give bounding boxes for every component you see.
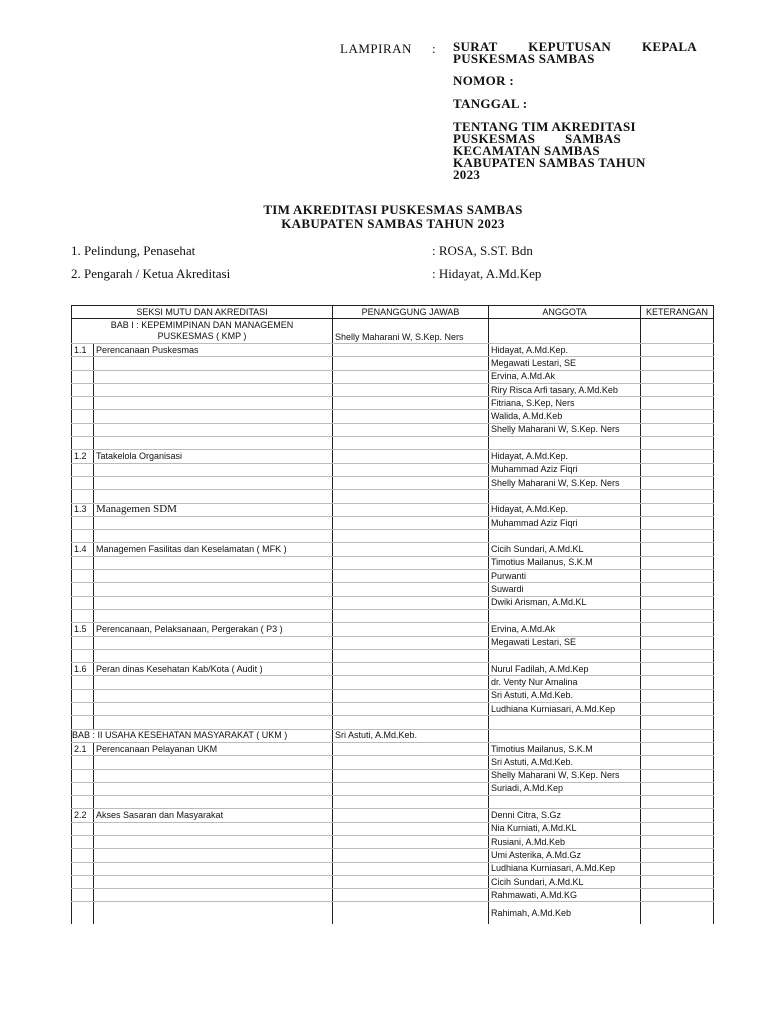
row-anggota: Nurul Fadilah, A.Md.Kep: [489, 663, 641, 676]
table-row: [72, 822, 714, 835]
row-number: [72, 397, 94, 410]
row-penanggung-jawab: [333, 423, 489, 436]
bab1-title: [72, 319, 333, 344]
table-row: [72, 889, 714, 902]
row-number: [72, 689, 94, 702]
table-row: [72, 676, 714, 689]
akreditasi-table: [71, 305, 714, 924]
table-header-row: [72, 306, 714, 319]
row-keterangan: [641, 663, 714, 676]
row-seksi: [94, 516, 333, 529]
row-anggota: Fitriana, S.Kep, Ners: [489, 397, 641, 410]
row-anggota: Rahmawati, A.Md.KG: [489, 889, 641, 902]
row-number: [72, 889, 94, 902]
row-number: 2.2: [72, 809, 94, 822]
row-penanggung-jawab: [333, 503, 489, 516]
row-keterangan: [641, 503, 714, 516]
row-keterangan: [641, 516, 714, 529]
row-keterangan: [641, 782, 714, 795]
role-pelindung-value: : ROSA, S.ST. Bdn: [432, 243, 533, 258]
row-penanggung-jawab: [333, 636, 489, 649]
row-seksi: [94, 716, 333, 729]
bab1-pj: Shelly Maharani W, S.Kep. Ners: [333, 319, 489, 344]
row-keterangan: [641, 383, 714, 396]
row-number: [72, 357, 94, 370]
row-keterangan: [641, 609, 714, 622]
row-seksi: [94, 596, 333, 609]
row-keterangan: [641, 570, 714, 583]
row-penanggung-jawab: [333, 596, 489, 609]
row-penanggung-jawab: [333, 889, 489, 902]
row-keterangan: [641, 623, 714, 636]
tentang-line1: TENTANG TIM AKREDITASI: [453, 119, 636, 134]
row-number: [72, 516, 94, 529]
table-row: [72, 383, 714, 396]
row-seksi: [94, 849, 333, 862]
tentang-line5: 2023: [453, 167, 481, 182]
row-anggota: Timotius Mailanus, S.K.M: [489, 556, 641, 569]
row-anggota: [489, 530, 641, 543]
row-keterangan: [641, 875, 714, 888]
role-pelindung-label: 1. Pelindung, Penasehat: [71, 243, 196, 258]
table-row: [72, 397, 714, 410]
row-keterangan: [641, 756, 714, 769]
row-keterangan: [641, 649, 714, 662]
table-row: [72, 437, 714, 450]
row-number: [72, 570, 94, 583]
lampiran-label: LAMPIRAN: [340, 41, 412, 56]
row-penanggung-jawab: [333, 835, 489, 848]
row-number: [72, 649, 94, 662]
bab1-row: [72, 319, 714, 344]
row-number: [72, 556, 94, 569]
row-penanggung-jawab: [333, 862, 489, 875]
row-keterangan: [641, 370, 714, 383]
row-penanggung-jawab: [333, 437, 489, 450]
row-penanggung-jawab: [333, 703, 489, 716]
row-anggota: Purwanti: [489, 570, 641, 583]
row-number: 1.4: [72, 543, 94, 556]
row-keterangan: [641, 809, 714, 822]
row-keterangan: [641, 835, 714, 848]
row-penanggung-jawab: [333, 397, 489, 410]
row-number: [72, 796, 94, 809]
row-anggota: Rusiani, A.Md.Keb: [489, 835, 641, 848]
tentang-line3: KECAMATAN SAMBAS: [453, 143, 600, 158]
row-number: 1.6: [72, 663, 94, 676]
row-number: [72, 676, 94, 689]
table-row: [72, 649, 714, 662]
row-seksi: [94, 796, 333, 809]
row-number: [72, 849, 94, 862]
row-anggota: Sri Astuti, A.Md.Keb.: [489, 756, 641, 769]
row-seksi: [94, 397, 333, 410]
row-anggota: [489, 437, 641, 450]
row-number: [72, 583, 94, 596]
row-keterangan: [641, 397, 714, 410]
row-seksi: [94, 703, 333, 716]
row-penanggung-jawab: [333, 383, 489, 396]
table-row: [72, 516, 714, 529]
row-penanggung-jawab: [333, 609, 489, 622]
table-row: [72, 410, 714, 423]
header-anggota: ANGGOTA: [489, 306, 641, 319]
row-number: [72, 609, 94, 622]
row-keterangan: [641, 636, 714, 649]
row-number: 1.1: [72, 344, 94, 357]
role-pengarah-value: : Hidayat, A.Md.Kep: [432, 266, 542, 281]
table-row: [72, 756, 714, 769]
surat-keputusan-line1: SURAT KEPUTUSAN KEPALA: [453, 39, 697, 54]
row-keterangan: [641, 530, 714, 543]
bab1-title-b: PUSKESMAS ( KMP ): [157, 331, 247, 341]
table-row: [72, 623, 714, 636]
table-row: [72, 503, 714, 516]
row-seksi: [94, 889, 333, 902]
tanggal-label: TANGGAL :: [453, 96, 528, 111]
row-anggota: Megawati Lestari, SE: [489, 357, 641, 370]
row-number: 1.2: [72, 450, 94, 463]
bab-title: BAB : II USAHA KESEHATAN MASYARAKAT ( UKM ): [72, 729, 333, 742]
row-seksi: [94, 410, 333, 423]
table-row: [72, 344, 714, 357]
row-seksi: Perencanaan Pelayanan UKM: [94, 742, 333, 755]
row-anggota: [489, 716, 641, 729]
row-seksi: [94, 490, 333, 503]
row-seksi: [94, 530, 333, 543]
row-keterangan: [641, 742, 714, 755]
row-anggota: Timotius Mailanus, S.K.M: [489, 742, 641, 755]
row-seksi: [94, 556, 333, 569]
row-number: [72, 463, 94, 476]
row-number: [72, 530, 94, 543]
table-row: [72, 556, 714, 569]
row-keterangan: [641, 423, 714, 436]
row-keterangan: [641, 556, 714, 569]
table-row: [72, 875, 714, 888]
row-number: [72, 875, 94, 888]
row-anggota: Suriadi, A.Md.Kep: [489, 782, 641, 795]
row-anggota: Hidayat, A.Md.Kep.: [489, 450, 641, 463]
row-penanggung-jawab: [333, 649, 489, 662]
row-anggota: Muhammad Aziz Fiqri: [489, 463, 641, 476]
row-number: [72, 703, 94, 716]
role-pengarah-label: 2. Pengarah / Ketua Akreditasi: [71, 266, 231, 281]
row-penanggung-jawab: [333, 570, 489, 583]
row-anggota: Riry Risca Arfi tasary, A.Md.Keb: [489, 383, 641, 396]
row-number: 1.5: [72, 623, 94, 636]
row-keterangan: [641, 344, 714, 357]
row-number: [72, 437, 94, 450]
row-seksi: Perencanaan, Pelaksanaan, Pergerakan ( P3 ): [94, 623, 333, 636]
row-keterangan: [641, 437, 714, 450]
row-anggota: Megawati Lestari, SE: [489, 636, 641, 649]
row-penanggung-jawab: [333, 543, 489, 556]
row-penanggung-jawab: [333, 530, 489, 543]
row-keterangan: [641, 902, 714, 925]
table-row: [72, 729, 714, 742]
row-number: [72, 862, 94, 875]
row-anggota: dr. Venty Nur Amalina: [489, 676, 641, 689]
row-anggota: [489, 796, 641, 809]
header-penanggung-jawab: PENANGGUNG JAWAB: [333, 306, 489, 319]
row-keterangan: [641, 703, 714, 716]
row-anggota: Ludhiana Kurniasari, A.Md.Kep: [489, 862, 641, 875]
row-seksi: [94, 437, 333, 450]
row-penanggung-jawab: [333, 875, 489, 888]
table-row: [72, 782, 714, 795]
row-number: [72, 822, 94, 835]
row-seksi: [94, 689, 333, 702]
row-anggota: Denni Citra, S.Gz: [489, 809, 641, 822]
row-penanggung-jawab: [333, 756, 489, 769]
table-row: [72, 769, 714, 782]
row-number: 2.1: [72, 742, 94, 755]
row-anggota: Walida, A.Md.Keb: [489, 410, 641, 423]
row-penanggung-jawab: [333, 450, 489, 463]
row-keterangan: [641, 689, 714, 702]
row-seksi: [94, 676, 333, 689]
row-anggota: Cicih Sundari, A.Md.KL: [489, 543, 641, 556]
table-row: [72, 463, 714, 476]
row-number: [72, 383, 94, 396]
row-seksi: [94, 609, 333, 622]
row-anggota: Muhammad Aziz Fiqri: [489, 516, 641, 529]
tentang-line4: KABUPATEN SAMBAS TAHUN: [453, 155, 646, 170]
table-row: [72, 530, 714, 543]
table-row: [72, 689, 714, 702]
row-seksi: [94, 902, 333, 925]
row-seksi: Akses Sasaran dan Masyarakat: [94, 809, 333, 822]
table-row: [72, 902, 714, 925]
nomor-label: NOMOR :: [453, 73, 514, 88]
row-number: [72, 370, 94, 383]
table-row: [72, 716, 714, 729]
row-seksi: [94, 782, 333, 795]
table-row: [72, 609, 714, 622]
row-anggota: Dwiki Arisman, A.Md.KL: [489, 596, 641, 609]
row-penanggung-jawab: [333, 676, 489, 689]
table-row: [72, 570, 714, 583]
row-penanggung-jawab: [333, 742, 489, 755]
table-row: [72, 636, 714, 649]
document-title-line1: TIM AKREDITASI PUSKESMAS SAMBAS: [263, 202, 523, 217]
row-penanggung-jawab: [333, 370, 489, 383]
row-seksi: [94, 756, 333, 769]
table-row: [72, 703, 714, 716]
row-number: [72, 769, 94, 782]
row-anggota: Cicih Sundari, A.Md.KL: [489, 875, 641, 888]
table-row: [72, 663, 714, 676]
table-row: [72, 596, 714, 609]
row-seksi: [94, 862, 333, 875]
table-row: [72, 809, 714, 822]
row-penanggung-jawab: [333, 623, 489, 636]
row-seksi: [94, 463, 333, 476]
row-penanggung-jawab: [333, 796, 489, 809]
row-number: [72, 476, 94, 489]
row-keterangan: [641, 849, 714, 862]
row-anggota: Hidayat, A.Md.Kep.: [489, 344, 641, 357]
row-penanggung-jawab: [333, 663, 489, 676]
row-keterangan: [641, 716, 714, 729]
row-anggota: Ervina, A.Md.Ak: [489, 623, 641, 636]
row-penanggung-jawab: [333, 410, 489, 423]
tentang-line2: PUSKESMAS SAMBAS: [453, 131, 621, 146]
row-number: [72, 902, 94, 925]
row-anggota: Shelly Maharani W, S.Kep. Ners: [489, 423, 641, 436]
row-anggota: Shelly Maharani W, S.Kep. Ners: [489, 769, 641, 782]
row-anggota: Hidayat, A.Md.Kep.: [489, 503, 641, 516]
row-keterangan: [641, 476, 714, 489]
row-number: [72, 756, 94, 769]
table-row: [72, 583, 714, 596]
row-seksi: [94, 835, 333, 848]
table-row: [72, 476, 714, 489]
table-row: [72, 490, 714, 503]
row-penanggung-jawab: [333, 849, 489, 862]
row-penanggung-jawab: [333, 902, 489, 925]
row-penanggung-jawab: [333, 782, 489, 795]
row-penanggung-jawab: [333, 809, 489, 822]
bab1-anggota: [489, 319, 641, 344]
row-penanggung-jawab: [333, 490, 489, 503]
row-keterangan: [641, 822, 714, 835]
row-anggota: [489, 490, 641, 503]
table-row: [72, 796, 714, 809]
row-anggota: Umi Asterika, A.Md.Gz: [489, 849, 641, 862]
header-keterangan: KETERANGAN: [641, 306, 714, 319]
row-seksi: [94, 875, 333, 888]
surat-keputusan-line2: PUSKESMAS SAMBAS: [453, 51, 595, 66]
row-seksi: Peran dinas Kesehatan Kab/Kota ( Audit ): [94, 663, 333, 676]
row-anggota: Sri Astuti, A.Md.Keb.: [489, 689, 641, 702]
table-row: [72, 423, 714, 436]
row-number: [72, 782, 94, 795]
row-seksi: [94, 383, 333, 396]
row-keterangan: [641, 490, 714, 503]
row-seksi: [94, 370, 333, 383]
row-penanggung-jawab: [333, 583, 489, 596]
row-keterangan: [641, 729, 714, 742]
row-penanggung-jawab: [333, 516, 489, 529]
row-seksi: [94, 649, 333, 662]
row-number: [72, 596, 94, 609]
row-seksi: [94, 636, 333, 649]
row-keterangan: [641, 796, 714, 809]
row-keterangan: [641, 450, 714, 463]
table-row: [72, 543, 714, 556]
row-seksi: [94, 583, 333, 596]
document-title-line2: KABUPATEN SAMBAS TAHUN 2023: [281, 216, 505, 231]
row-seksi: [94, 357, 333, 370]
row-anggota: Shelly Maharani W, S.Kep. Ners: [489, 476, 641, 489]
table-row: [72, 370, 714, 383]
row-seksi: [94, 570, 333, 583]
header-seksi: SEKSI MUTU DAN AKREDITASI: [72, 306, 333, 319]
row-penanggung-jawab: [333, 463, 489, 476]
row-keterangan: [641, 463, 714, 476]
table-row: [72, 742, 714, 755]
row-anggota: Ervina, A.Md.Ak: [489, 370, 641, 383]
row-number: [72, 636, 94, 649]
table-row: [72, 450, 714, 463]
table-row: [72, 862, 714, 875]
row-keterangan: [641, 862, 714, 875]
row-penanggung-jawab: [333, 822, 489, 835]
row-keterangan: [641, 583, 714, 596]
row-anggota: [489, 729, 641, 742]
row-penanggung-jawab: [333, 716, 489, 729]
row-seksi: Managemen Fasilitas dan Keselamatan ( MFK ): [94, 543, 333, 556]
row-keterangan: [641, 676, 714, 689]
row-number: [72, 835, 94, 848]
row-penanggung-jawab: [333, 476, 489, 489]
row-seksi: [94, 476, 333, 489]
bab1-keterangan: [641, 319, 714, 344]
row-seksi: [94, 423, 333, 436]
row-penanggung-jawab: [333, 556, 489, 569]
row-anggota: Rahimah, A.Md.Keb: [489, 902, 641, 925]
row-seksi: Managemen SDM: [94, 503, 333, 516]
row-keterangan: [641, 596, 714, 609]
row-seksi: [94, 769, 333, 782]
row-anggota: [489, 609, 641, 622]
row-keterangan: [641, 543, 714, 556]
row-keterangan: [641, 410, 714, 423]
row-keterangan: [641, 357, 714, 370]
row-penanggung-jawab: [333, 357, 489, 370]
row-seksi: Perencanaan Puskesmas: [94, 344, 333, 357]
row-number: [72, 490, 94, 503]
lampiran-colon: :: [432, 41, 436, 56]
bab1-title-a: BAB I : KEPEMIMPINAN DAN MANAGEMEN: [110, 320, 294, 330]
row-keterangan: [641, 889, 714, 902]
row-penanggung-jawab: [333, 689, 489, 702]
row-seksi: Tatakelola Organisasi: [94, 450, 333, 463]
row-penanggung-jawab: Sri Astuti, A.Md.Keb.: [333, 729, 489, 742]
table-row: [72, 357, 714, 370]
row-anggota: [489, 649, 641, 662]
row-keterangan: [641, 769, 714, 782]
table-row: [72, 835, 714, 848]
row-number: 1.3: [72, 503, 94, 516]
row-anggota: Ludhiana Kurniasari, A.Md.Kep: [489, 703, 641, 716]
row-anggota: Nia Kurniati, A.Md.KL: [489, 822, 641, 835]
row-number: [72, 423, 94, 436]
row-number: [72, 410, 94, 423]
row-penanggung-jawab: [333, 769, 489, 782]
row-penanggung-jawab: [333, 344, 489, 357]
row-number: [72, 716, 94, 729]
row-anggota: Suwardi: [489, 583, 641, 596]
table-row: [72, 849, 714, 862]
row-seksi: [94, 822, 333, 835]
